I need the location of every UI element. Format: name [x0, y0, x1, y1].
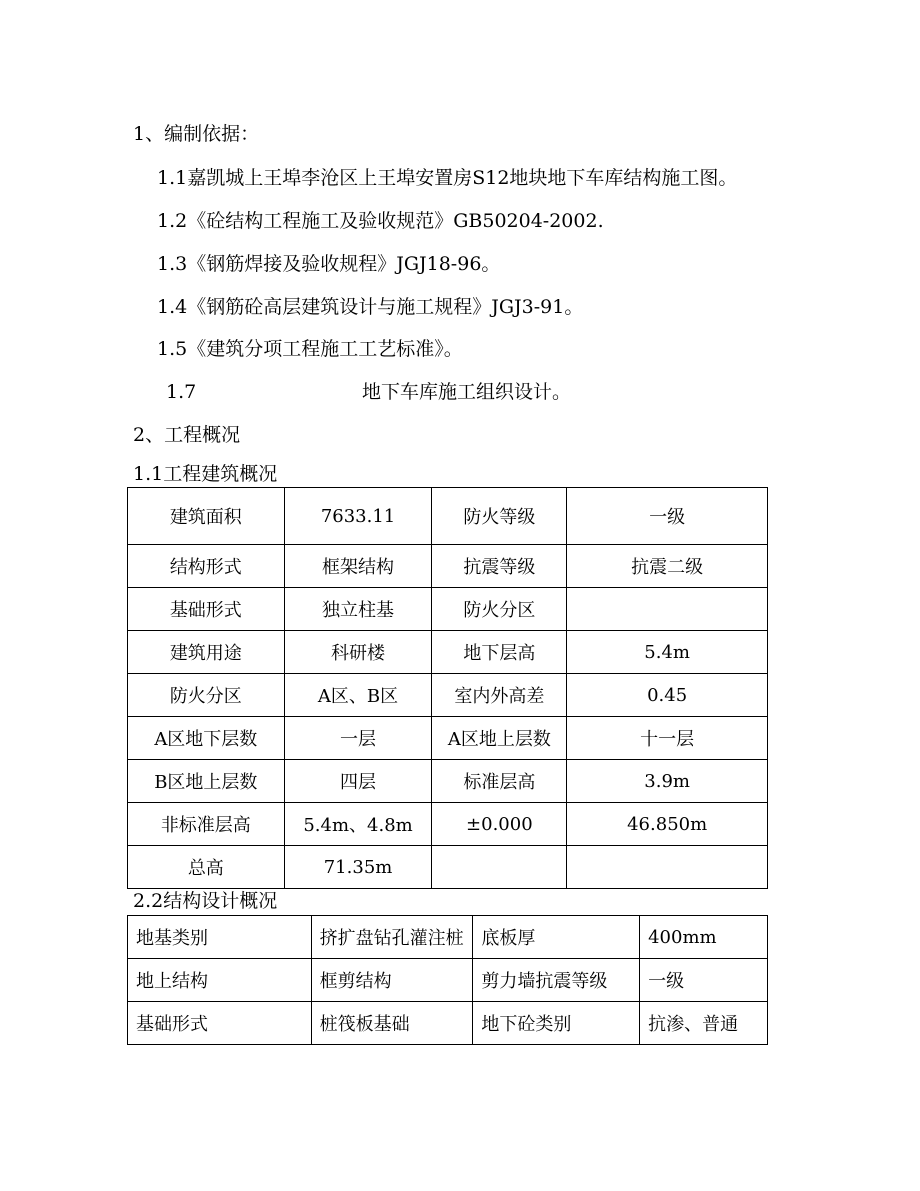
- table-cell: A区地上层数: [432, 717, 567, 760]
- section-structural-design: 2.2结构设计概况: [133, 890, 278, 912]
- table-row: [128, 959, 768, 1002]
- reference-1-3: 1.3《钢筋焊接及验收规程》JGJ18-96。: [157, 253, 501, 275]
- reference-1-1: 1.1嘉凯城上王埠李沧区上王埠安置房S12地块地下车库结构施工图。: [157, 167, 738, 189]
- table-cell: 一级: [640, 959, 768, 1002]
- table-cell: [567, 846, 768, 889]
- table-cell: 十一层: [567, 717, 768, 760]
- table-cell: 地上结构: [128, 959, 312, 1002]
- table-cell: B区地上层数: [128, 760, 285, 803]
- table-cell: 46.850m: [567, 803, 768, 846]
- heading-compilation-basis: 1、编制依据：: [133, 123, 260, 145]
- table-cell: 抗震二级: [567, 545, 768, 588]
- table-cell: 非标准层高: [128, 803, 285, 846]
- table-cell: 剪力墙抗震等级: [473, 959, 640, 1002]
- table-cell: [432, 846, 567, 889]
- table-cell: 抗震等级: [432, 545, 567, 588]
- table-cell: 总高: [128, 846, 285, 889]
- table-cell: 5.4m: [567, 631, 768, 674]
- table-cell: 抗渗、普通: [640, 1002, 768, 1045]
- table-row: [128, 760, 768, 803]
- structural-design-table: [127, 915, 768, 1045]
- table-row: [128, 846, 768, 889]
- table-cell: 一级: [567, 488, 768, 545]
- table-row: [128, 631, 768, 674]
- table-cell: 基础形式: [128, 1002, 312, 1045]
- table-cell: 标准层高: [432, 760, 567, 803]
- table-row: [128, 488, 768, 545]
- table-cell: 一层: [284, 717, 432, 760]
- table-cell: 地下层高: [432, 631, 567, 674]
- table-cell: 底板厚: [473, 916, 640, 959]
- reference-1-2: 1.2《砼结构工程施工及验收规范》GB50204-2002.: [157, 210, 604, 232]
- table-row: [128, 1002, 768, 1045]
- table-row: [128, 588, 768, 631]
- table-cell: 400mm: [640, 916, 768, 959]
- table-cell: ±0.000: [432, 803, 567, 846]
- table-cell: 防火分区: [432, 588, 567, 631]
- table-cell: A区地下层数: [128, 717, 285, 760]
- reference-1-7-number: 1.7: [166, 381, 197, 403]
- table-row: [128, 916, 768, 959]
- heading-project-overview: 2、工程概况: [133, 424, 241, 446]
- table-cell: 建筑用途: [128, 631, 285, 674]
- table-row: [128, 545, 768, 588]
- table-cell: 防火等级: [432, 488, 567, 545]
- table-cell: A区、B区: [284, 674, 432, 717]
- table-cell: 四层: [284, 760, 432, 803]
- table-cell: 建筑面积: [128, 488, 285, 545]
- reference-1-4: 1.4《钢筋砼高层建筑设计与施工规程》JGJ3-91。: [157, 296, 584, 318]
- table-cell: 0.45: [567, 674, 768, 717]
- table-cell: 结构形式: [128, 545, 285, 588]
- table-cell: 地基类别: [128, 916, 312, 959]
- table-cell: 3.9m: [567, 760, 768, 803]
- table-cell: 室内外高差: [432, 674, 567, 717]
- building-overview-table: [127, 487, 768, 889]
- table-cell: 桩筏板基础: [311, 1002, 473, 1045]
- table-cell: 独立柱基: [284, 588, 432, 631]
- table-cell: 地下砼类别: [473, 1002, 640, 1045]
- table-cell: 防火分区: [128, 674, 285, 717]
- reference-1-7-text: 地下车库施工组织设计。: [362, 381, 572, 403]
- table-cell: 71.35m: [284, 846, 432, 889]
- table-cell: 7633.11: [284, 488, 432, 545]
- table-cell: 科研楼: [284, 631, 432, 674]
- table-row: [128, 674, 768, 717]
- reference-1-5: 1.5《建筑分项工程施工工艺标准》。: [157, 338, 463, 360]
- table-row: [128, 803, 768, 846]
- table-cell: 框剪结构: [311, 959, 473, 1002]
- section-building-overview: 1.1工程建筑概况: [133, 463, 278, 485]
- table-cell: 基础形式: [128, 588, 285, 631]
- table-cell: 挤扩盘钻孔灌注桩: [311, 916, 473, 959]
- table-cell: 5.4m、4.8m: [284, 803, 432, 846]
- table-cell: 框架结构: [284, 545, 432, 588]
- table-cell: [567, 588, 768, 631]
- table-row: [128, 717, 768, 760]
